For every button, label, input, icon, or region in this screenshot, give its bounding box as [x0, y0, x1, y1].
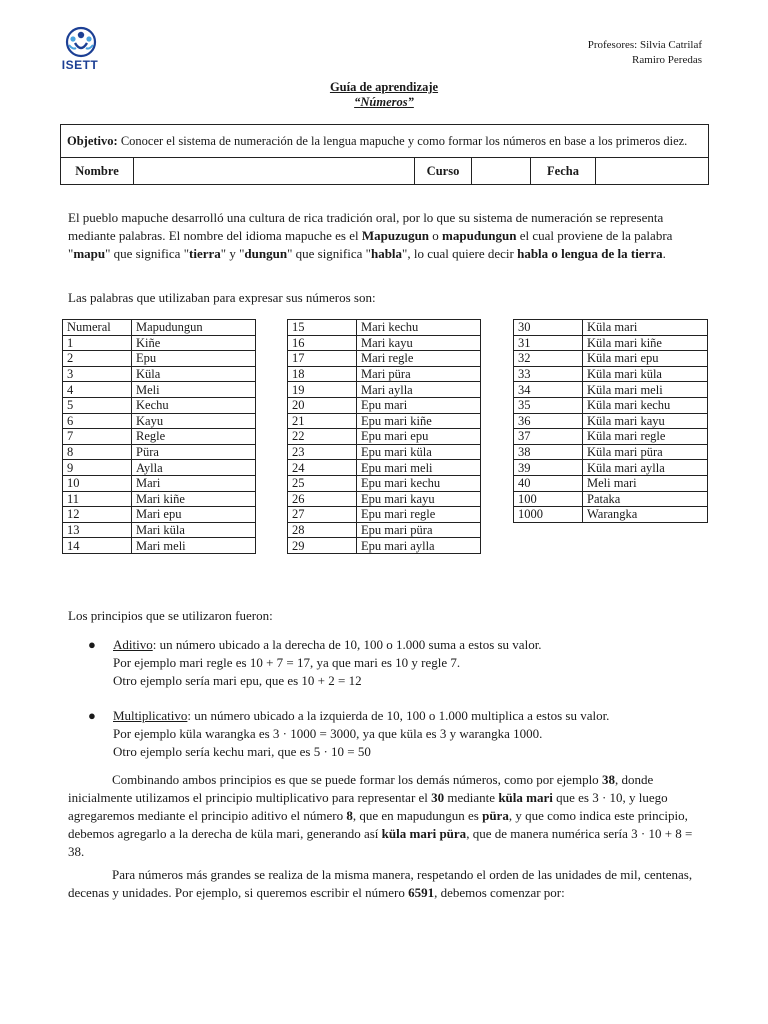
intro-bold: tierra	[189, 246, 221, 261]
table-row	[63, 460, 256, 476]
combined-paragraph	[68, 771, 704, 861]
mapudungun-cell: Epu mari aylla	[357, 538, 481, 554]
intro-text: o	[429, 228, 443, 243]
table-row	[63, 413, 256, 429]
mapudungun-cell: Küla mari püra	[583, 444, 708, 460]
table-row	[288, 366, 481, 382]
table-row	[514, 460, 708, 476]
principles-intro: Los principios que se utilizaron fueron:	[68, 608, 273, 623]
mapudungun-cell: Mari kiñe	[132, 491, 256, 507]
combined-text: mediante	[444, 790, 499, 805]
teachers-line-2: Ramiro Peredas	[632, 54, 702, 66]
numbers-table-3	[513, 319, 708, 523]
multiplicative-line-3: Otro ejemplo sería kechu mari, que es 5 · 10 = 50	[113, 744, 371, 759]
table-row	[63, 429, 256, 445]
objective-table	[60, 124, 709, 185]
objective-text: Conocer el sistema de numeración de la lengua mapuche y como formar los números en base a los primeros diez.	[117, 133, 688, 148]
combined-bold: küla mari püra	[381, 826, 467, 841]
table-row	[288, 522, 481, 538]
table-row	[514, 382, 708, 398]
table-row	[288, 320, 481, 336]
intro-bold: Mapuzugun	[361, 228, 430, 243]
table-row	[63, 320, 256, 336]
numeral-cell: 17	[288, 351, 357, 367]
numeral-cell: 40	[514, 475, 583, 491]
mapudungun-cell: Küla mari	[583, 320, 708, 336]
combined-text: .	[81, 844, 85, 859]
combined-bold: küla mari	[498, 790, 553, 805]
bigger-numbers-paragraph	[68, 866, 704, 902]
teachers-line-1: Profesores: Silvia Catrilaf	[587, 39, 702, 51]
mapudungun-cell: Küla mari aylla	[583, 460, 708, 476]
numeral-cell: 6	[63, 413, 132, 429]
course-field[interactable]	[472, 158, 531, 185]
numeral-cell: 8	[63, 444, 132, 460]
intro-text: El pueblo mapuche desarrolló una cultura de rica tradición oral, por lo que su sistema de numeración se representa mediante palabras. El nombre del idioma mapuche es el	[68, 210, 664, 243]
numeral-cell: 1000	[514, 507, 583, 523]
numeral-cell: 7	[63, 429, 132, 445]
mapudungun-cell: Regle	[132, 429, 256, 445]
table-row	[63, 351, 256, 367]
numeral-cell: 33	[514, 366, 583, 382]
numbers-table-2	[287, 319, 481, 554]
mapudungun-cell: Küla mari regle	[583, 429, 708, 445]
table-row	[63, 366, 256, 382]
numeral-cell: 100	[514, 491, 583, 507]
mapudungun-cell: Mari küla	[132, 522, 256, 538]
table-row	[63, 491, 256, 507]
multiplicative-name: Multiplicativo	[113, 708, 188, 723]
numeral-cell: 39	[514, 460, 583, 476]
numeral-cell: 13	[63, 522, 132, 538]
mapudungun-cell: Meli	[132, 382, 256, 398]
numeral-cell: 20	[288, 397, 357, 413]
intro-bold: mapu	[73, 246, 106, 261]
mapudungun-cell: Pataka	[583, 491, 708, 507]
numeral-cell: 14	[63, 538, 132, 554]
numeral-cell: 15	[288, 320, 357, 336]
intro-text: ", lo cual quiere decir	[402, 246, 518, 261]
mapudungun-cell: Mari kayu	[357, 335, 481, 351]
numeral-cell: 28	[288, 522, 357, 538]
date-field[interactable]	[596, 158, 709, 185]
numeral-cell: 24	[288, 460, 357, 476]
table-row	[63, 335, 256, 351]
mapudungun-cell: Mari regle	[357, 351, 481, 367]
table-row	[63, 444, 256, 460]
intro-bold: habla	[370, 246, 403, 261]
numeral-cell: 19	[288, 382, 357, 398]
bullet-dot-icon: ●	[88, 637, 96, 652]
name-field[interactable]	[134, 158, 415, 185]
numeral-cell: 26	[288, 491, 357, 507]
numeral-cell: 1	[63, 335, 132, 351]
numeral-cell: 16	[288, 335, 357, 351]
mapudungun-cell: Mari aylla	[357, 382, 481, 398]
table-row	[63, 382, 256, 398]
bullet-dot-icon: ●	[88, 708, 96, 723]
mapudungun-cell: Aylla	[132, 460, 256, 476]
mapudungun-cell: Püra	[132, 444, 256, 460]
numeral-cell: 27	[288, 507, 357, 523]
mapudungun-cell: Küla mari meli	[583, 382, 708, 398]
mapudungun-cell: Mari püra	[357, 366, 481, 382]
table-row	[288, 475, 481, 491]
mapudungun-cell: Epu mari epu	[357, 429, 481, 445]
intro-bold: dungun	[244, 246, 288, 261]
guide-subtitle: “Números”	[354, 95, 414, 109]
bigger-text: , debemos comenzar por:	[434, 885, 565, 900]
mapudungun-cell: Küla mari kiñe	[583, 335, 708, 351]
combined-text: que es 3 · 10, y luego agregaremos mediante el principio aditivo el número	[68, 790, 668, 823]
mapudungun-cell: Epu mari kayu	[357, 491, 481, 507]
numeral-cell: 35	[514, 397, 583, 413]
table-row	[514, 397, 708, 413]
combined-text: Combinando ambos principios es que se puede formar los demás números, como por ejemplo	[112, 772, 602, 787]
combined-text: , que de manera numérica sería 3 · 10 + 8 = 38	[68, 826, 693, 859]
mapudungun-cell: Küla mari küla	[583, 366, 708, 382]
table-row	[288, 351, 481, 367]
combined-bold: 38	[601, 772, 615, 787]
combined-text: , y que como indica este principio, debemos agregarlo a la derecha de küla mari, generando así	[68, 808, 688, 841]
table-row	[288, 444, 481, 460]
mapudungun-cell: Kiñe	[132, 335, 256, 351]
numeral-cell: 2	[63, 351, 132, 367]
table-row	[514, 475, 708, 491]
numeral-cell: 10	[63, 475, 132, 491]
guide-title: Guía de aprendizaje	[329, 80, 439, 94]
table-row	[514, 507, 708, 523]
mapudungun-cell: Epu mari	[357, 397, 481, 413]
table-row	[288, 460, 481, 476]
intro-text: el cual proviene de la palabra "	[68, 228, 673, 261]
table-row	[288, 413, 481, 429]
numeral-cell: 5	[63, 397, 132, 413]
numeral-cell: 31	[514, 335, 583, 351]
table-row	[288, 507, 481, 523]
combined-bold: püra	[482, 808, 509, 823]
numeral-cell: 23	[288, 444, 357, 460]
mapudungun-cell: Küla mari kechu	[583, 397, 708, 413]
table-row	[514, 444, 708, 460]
objective-label: Objetivo:	[67, 133, 118, 148]
table-row	[63, 507, 256, 523]
mapudungun-cell: Epu mari meli	[357, 460, 481, 476]
mapudungun-cell: Mari epu	[132, 507, 256, 523]
intro-bold: mapudungun	[442, 228, 517, 243]
additive-line-3: Otro ejemplo sería mari epu, que es 10 + 2 = 12	[113, 673, 362, 688]
mapudungun-cell: Mapudungun	[132, 320, 256, 336]
combined-bold: 8	[346, 808, 353, 823]
mapudungun-cell: Mari meli	[132, 538, 256, 554]
numeral-cell: Numeral	[63, 320, 132, 336]
bigger-bold: 6591	[408, 885, 435, 900]
course-label: Curso	[415, 158, 472, 185]
numeral-cell: 32	[514, 351, 583, 367]
mapudungun-cell: Epu	[132, 351, 256, 367]
multiplicative-line-2: Por ejemplo küla warangka es 3 · 1000 = 3000, ya que küla es 3 y warangka 1000.	[113, 726, 543, 741]
document-title	[0, 80, 768, 110]
numeral-cell: 37	[514, 429, 583, 445]
combined-text: , donde inicialmente utilizamos el principio multiplicativo para representar el	[68, 772, 654, 805]
numeral-cell: 4	[63, 382, 132, 398]
mapudungun-cell: Kayu	[132, 413, 256, 429]
numeral-cell: 25	[288, 475, 357, 491]
mapudungun-cell: Küla mari epu	[583, 351, 708, 367]
numeral-cell: 9	[63, 460, 132, 476]
mapudungun-cell: Epu mari kiñe	[357, 413, 481, 429]
intro-paragraph	[68, 209, 704, 263]
mapudungun-cell: Kechu	[132, 397, 256, 413]
combined-text: , que en mapudungun es	[352, 808, 483, 823]
mapudungun-cell: Mari kechu	[357, 320, 481, 336]
table-row	[288, 382, 481, 398]
mapudungun-cell: Epu mari regle	[357, 507, 481, 523]
additive-line-2: Por ejemplo mari regle es 10 + 7 = 17, ya que mari es 10 y regle 7.	[113, 655, 461, 670]
mapudungun-cell: Epu mari kechu	[357, 475, 481, 491]
additive-name: Aditivo	[113, 637, 153, 652]
numeral-cell: 29	[288, 538, 357, 554]
teachers-block	[588, 38, 702, 68]
mapudungun-cell: Warangka	[583, 507, 708, 523]
numeral-cell: 38	[514, 444, 583, 460]
table-row	[288, 397, 481, 413]
numeral-cell: 22	[288, 429, 357, 445]
bigger-text: Para números más grandes se realiza de la misma manera, respetando el orden de las unidades de mil, centenas, decenas y unidades. Por ejemplo, si queremos escribir el número	[68, 867, 693, 900]
additive-line-1: : un número ubicado a la derecha de 10, 100 o 1.000 suma a estos su valor.	[152, 637, 542, 652]
intro-text: " que significa "	[287, 246, 371, 261]
numeral-cell: 21	[288, 413, 357, 429]
table-row	[63, 522, 256, 538]
table-row	[63, 538, 256, 554]
mapudungun-cell: Mari	[132, 475, 256, 491]
intro-text: " que significa "	[105, 246, 190, 261]
numeral-cell: 18	[288, 366, 357, 382]
numeral-cell: 12	[63, 507, 132, 523]
table-row	[514, 413, 708, 429]
numeral-cell: 11	[63, 491, 132, 507]
table-row	[514, 335, 708, 351]
name-label: Nombre	[61, 158, 134, 185]
numeral-cell: 34	[514, 382, 583, 398]
table-row	[514, 320, 708, 336]
mapudungun-cell: Meli mari	[583, 475, 708, 491]
date-label: Fecha	[531, 158, 596, 185]
table-row	[288, 335, 481, 351]
logo-text: ISETT	[61, 58, 99, 72]
objective-cell	[61, 125, 709, 158]
intro-text: .	[662, 246, 666, 261]
table-row	[288, 429, 481, 445]
numeral-cell: 30	[514, 320, 583, 336]
table-row	[514, 366, 708, 382]
intro-text: " y "	[220, 246, 245, 261]
intro-bold: habla o lengua de la tierra	[517, 246, 663, 261]
mapudungun-cell: Epu mari küla	[357, 444, 481, 460]
table-row	[288, 491, 481, 507]
table-row	[514, 491, 708, 507]
numbers-table-1	[62, 319, 256, 554]
table-row	[63, 397, 256, 413]
mapudungun-cell: Epu mari püra	[357, 522, 481, 538]
mapudungun-cell: Küla	[132, 366, 256, 382]
multiplicative-line-1: : un número ubicado a la izquierda de 10, 100 o 1.000 multiplica a estos su valor.	[187, 708, 610, 723]
words-intro: Las palabras que utilizaban para expresar sus números son:	[68, 290, 376, 305]
combined-bold: 30	[431, 790, 445, 805]
table-row	[63, 475, 256, 491]
table-row	[514, 351, 708, 367]
table-row	[288, 538, 481, 554]
mapudungun-cell: Küla mari kayu	[583, 413, 708, 429]
additive-text	[113, 636, 723, 690]
multiplicative-text	[113, 707, 723, 761]
table-row	[514, 429, 708, 445]
numeral-cell: 3	[63, 366, 132, 382]
numeral-cell: 36	[514, 413, 583, 429]
